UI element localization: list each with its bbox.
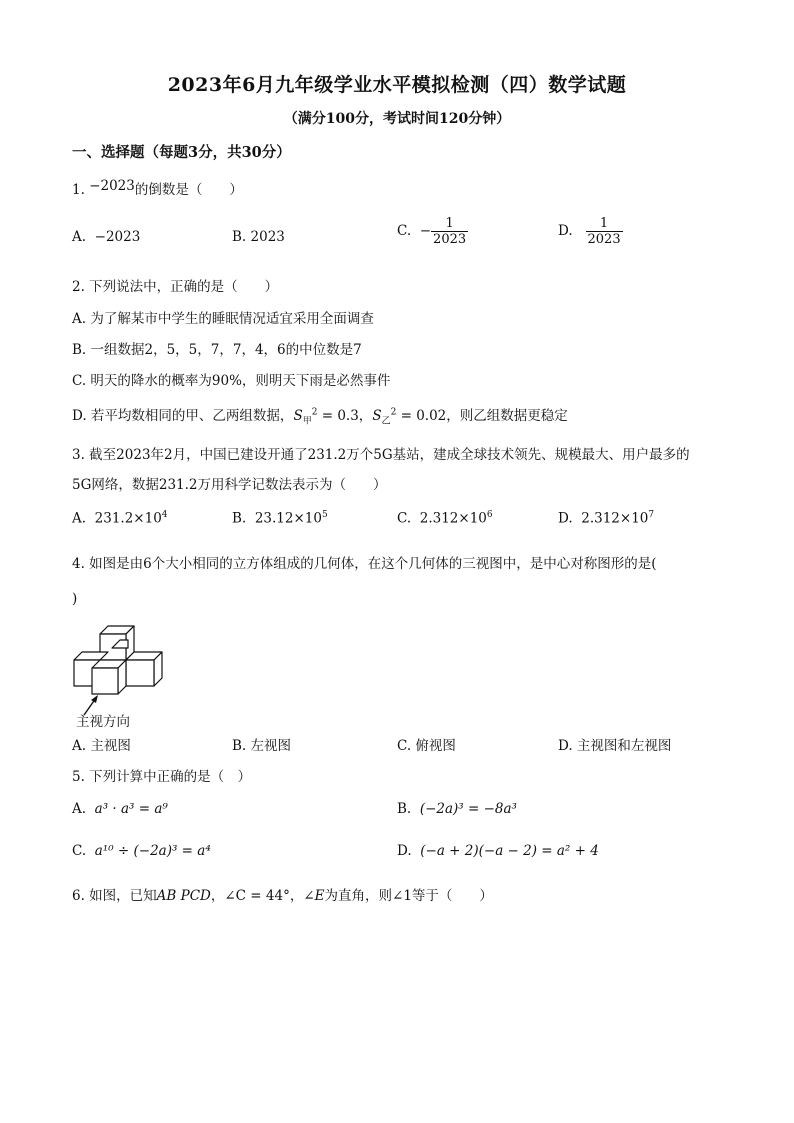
question-6-stem [72,884,493,904]
option-label: C. [397,510,412,527]
q2-option-c[interactable]: C. 明天的降水的概率为90%，则明天下雨是必然事件 [72,373,391,389]
stem-text: 为直角，则∠1等于（ ） [324,888,493,904]
variance-symbol: S [372,408,382,424]
superscript: 2 [390,407,397,418]
q4-option-c[interactable]: C. 俯视图 [397,738,456,754]
option-label: B. [232,229,247,245]
figure-caption: 主视方向 [76,714,130,730]
question-3-stem-line2: 5G网络，数据231.2万用科学记数法表示为（ ） [72,477,387,493]
option-label: A. [72,801,87,817]
question-4-stem-line1: 4. 如图是由6个大小相同的立方体组成的几何体，在这个几何体的三视图中，是中心对称图形的是( [72,556,657,572]
question-3-stem-line1: 3. 截至2023年2月，中国已建设开通了231.2万个5G基站，建成全球技术领先、规模最大、用户最多的 [72,447,690,463]
q3-option-c[interactable] [397,510,493,527]
fraction [586,216,623,247]
q1-expression: −2023 [89,178,135,194]
option-value: 2.312×10 [419,510,487,527]
option-text: D. 若平均数相同的甲、乙两组数据， [72,408,294,424]
option-label: A. [72,510,87,527]
q4-option-b[interactable]: B. 左视图 [232,738,292,754]
exponent: 7 [648,510,655,520]
q5-option-a[interactable] [72,801,168,817]
question-2-stem: 2. 下列说法中，正确的是（ ） [72,279,279,295]
option-value: 2.312×10 [581,510,649,527]
option-expression: (−a + 2)(−a − 2) = a² + 4 [420,843,599,859]
parallel-lines-expression: AB PCD [156,888,211,904]
q5-option-b[interactable] [397,801,517,817]
denominator: 2023 [587,232,621,247]
option-expression: a³ · a³ = a⁹ [94,801,168,817]
q3-option-b[interactable] [232,510,328,527]
option-label: A. [72,229,87,245]
angle-vertex: E [314,888,325,904]
q1-option-c[interactable] [397,216,468,247]
exponent: 4 [161,510,168,520]
q5-option-d[interactable] [397,843,599,859]
option-text: = 0.3， [317,408,373,424]
option-value: 23.12×10 [254,510,322,527]
question-5-stem: 5. 下列计算中正确的是（ ） [72,769,252,785]
fraction [431,216,468,247]
q4-option-d[interactable]: D. 主视图和左视图 [558,738,672,754]
minus-sign: − [419,223,432,239]
q1-option-d[interactable] [558,216,623,247]
cube-front-face [126,660,154,686]
q2-option-b[interactable]: B. 一组数据2，5，5，7，7，4，6的中位数是7 [72,342,362,358]
exponent: 6 [486,510,493,520]
option-label: B. [232,510,247,527]
q3-option-d[interactable] [558,510,654,527]
question-number: 1. [72,182,85,198]
cube-front-face [92,668,118,694]
q1-text: 的倒数是（ ） [134,182,243,198]
option-label: D. [558,510,573,527]
option-label: B. [397,801,412,817]
exponent: 5 [321,510,328,520]
q2-option-a[interactable]: A. 为了解某市中学生的睡眠情况适宜采用全面调查 [72,311,374,327]
option-label: C. [397,223,412,239]
q1-option-b[interactable] [232,229,285,245]
denominator: 2023 [433,232,467,247]
q2-option-d[interactable] [72,404,568,427]
option-value: −2023 [94,229,141,245]
option-text: = 0.02，则乙组数据更稳定 [396,408,568,424]
question-4-stem-line2: ) [72,591,78,607]
option-value: 231.2×10 [94,510,162,527]
numerator: 1 [445,216,454,231]
option-expression: a¹⁰ ÷ (−2a)³ = a⁴ [94,843,211,859]
option-value: 2023 [250,229,285,245]
q4-option-a[interactable]: A. 主视图 [72,738,131,754]
stem-text: ，∠C = 44°，∠ [210,888,315,904]
superscript: 2 [311,407,318,418]
q5-option-c[interactable] [72,843,211,859]
variance-symbol: S [293,408,303,424]
question-1-stem [72,178,243,198]
q3-option-a[interactable] [72,510,168,527]
section-heading: 一、选择题（每题3分，共30分） [72,144,291,161]
option-label: D. [558,223,573,239]
option-label: C. [72,843,87,859]
option-expression: (−2a)³ = −8a³ [419,801,517,817]
stem-text: 6. 如图，已知 [72,888,157,904]
numerator: 1 [599,216,609,231]
q1-option-a[interactable] [72,229,140,245]
page-title: 2023年6月九年级学业水平模拟检测（四）数学试题 [167,74,627,96]
exam-info: （满分100分，考试时间120分钟） [283,111,511,127]
arrow-head [91,695,98,703]
subscript: 甲 [302,416,312,427]
option-label: D. [397,843,412,859]
subscript: 乙 [381,416,391,427]
